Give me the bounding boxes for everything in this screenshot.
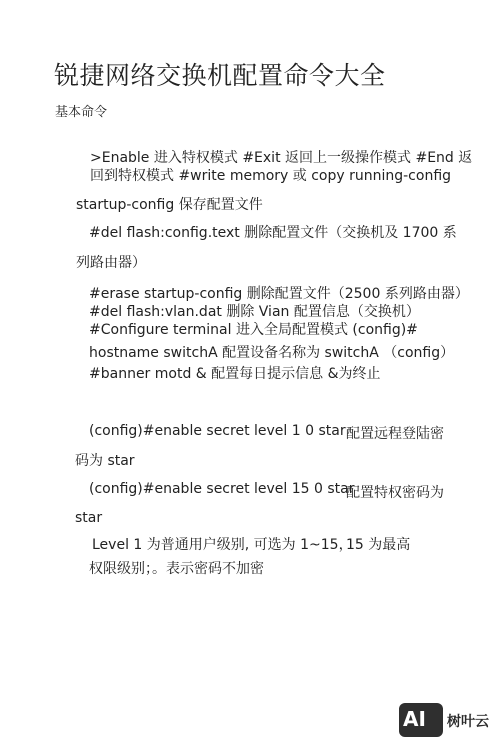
text-line: #Configure terminal 进入全局配置模式 (config)#: [89, 322, 418, 338]
watermark: [399, 703, 491, 737]
text-line: #del flash:config.text 删除配置文件（交换机及 1700 系: [89, 225, 457, 241]
text-line: star: [75, 510, 103, 526]
watermark-site-name: 树叶云: [447, 714, 489, 730]
text-line: Level 1 为普通用户级别, 可选为 1~15，: [92, 537, 353, 553]
text-line: #banner motd & 配置每日提示信息 &为终止: [89, 366, 381, 382]
watermark-logo-text: AI: [403, 707, 426, 731]
text-line: (config)#enable secret level 1 0 star: [89, 423, 346, 439]
section-heading: 基本命令: [55, 105, 108, 120]
text-line: startup-config 保存配置文件: [76, 197, 263, 213]
page-title: 锐捷网络交换机配置命令大全: [54, 61, 386, 90]
text-line: (config)#enable secret level 15 0 star: [89, 481, 355, 497]
text-line: 配置远程登陆密: [346, 426, 444, 442]
text-line: 列路由器）: [76, 255, 146, 271]
text-line: 码为 star: [75, 453, 135, 469]
text-line: #del flash:vlan.dat 删除 Vian 配置信息（交换机）: [89, 304, 420, 320]
text-line: >Enable 进入特权模式 #Exit 返回上一级操作模式 #End 返: [90, 150, 473, 166]
text-line: 权限级别；。表示密码不加密: [89, 561, 264, 577]
text-line: hostname switchA 配置设备名称为 switchA （config）: [89, 345, 455, 361]
watermark-logo-icon: [399, 703, 443, 737]
text-line: #erase startup-config 删除配置文件（2500 系列路由器）: [89, 286, 469, 302]
text-line: 回到特权模式 #write memory 或 copy running-config: [90, 168, 452, 184]
text-line: 15 为最高: [346, 537, 411, 553]
text-line: 配置特权密码为: [346, 485, 444, 501]
